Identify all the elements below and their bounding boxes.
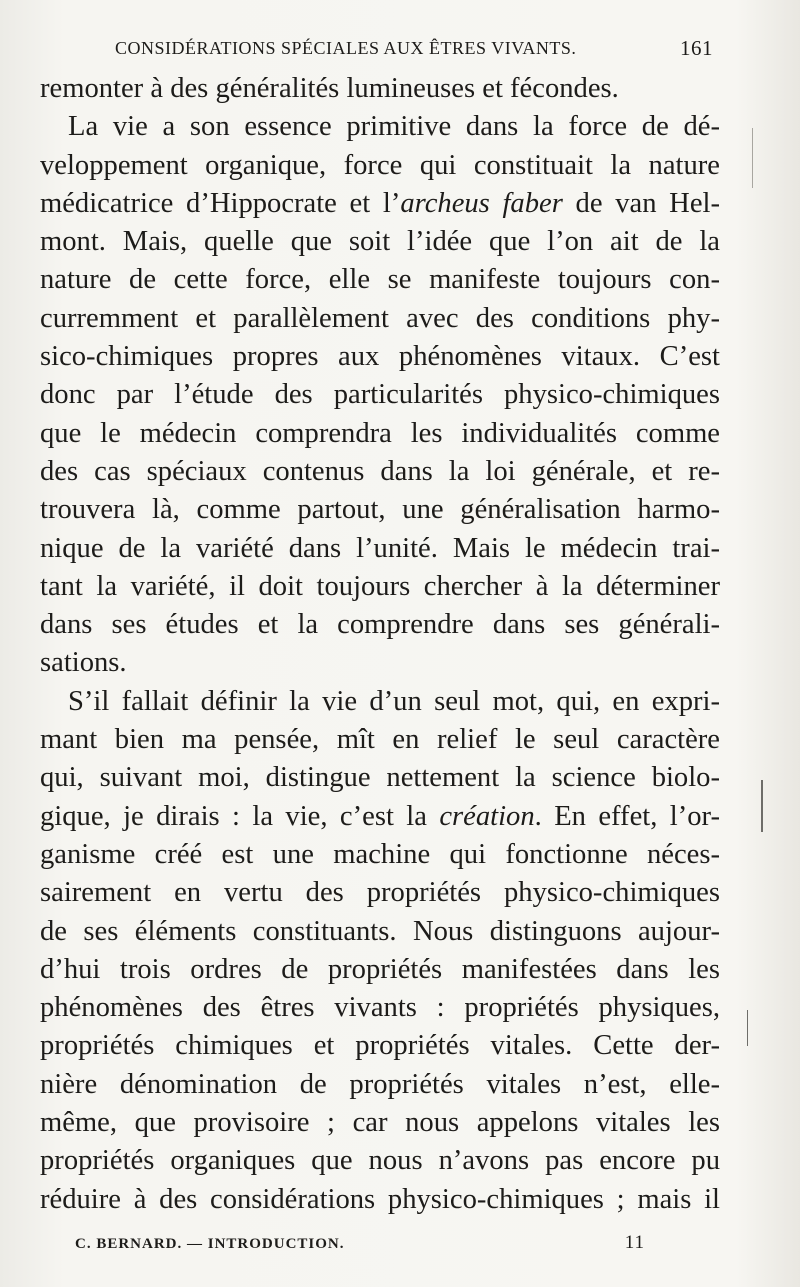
text-line: réduire à des considérations physico-chimiques ; mais il (40, 1183, 720, 1215)
text-line: même, que provisoire ; car nous appelons vitales les (40, 1107, 720, 1139)
text-line: curremment et parallèlement avec des conditions phy- (40, 302, 720, 334)
text-line: propriétés chimiques et propriétés vitales. Cette der- (40, 1030, 720, 1062)
text-line: remonter à des généralités lumineuses et fécondes. (40, 73, 619, 104)
text-line: tant la variété, il doit toujours chercher à la déterminer (40, 570, 720, 602)
text-line (40, 185, 720, 223)
text-line: S’il fallait définir la vie d’un seul mot, qui, en expri- (68, 685, 720, 717)
text-segment: . En effet, l’or- (534, 800, 720, 832)
text-line (40, 798, 720, 836)
text-segment: de van Hel- (562, 187, 720, 219)
page-number: 161 (680, 36, 713, 60)
italic-term: archeus faber (400, 187, 563, 219)
signature-mark: 11 (624, 1232, 645, 1253)
margin-mark (761, 780, 763, 832)
text-line: que le médecin comprendra les individualités comme (40, 417, 720, 449)
margin-mark (752, 128, 753, 188)
text-line: trouvera là, comme partout, une généralisation harmo- (40, 494, 720, 526)
text-line: mant bien ma pensée, mît en relief le seul caractère (40, 724, 720, 756)
text-line: nière dénomination de propriétés vitales n’est, elle- (40, 1068, 720, 1100)
text-line: nique de la variété dans l’unité. Mais le médecin trai- (40, 532, 720, 564)
text-line: phénomènes des êtres vivants : propriétés physiques, (40, 992, 720, 1024)
text-line: sairement en vertu des propriétés physico-chimiques (40, 877, 720, 909)
text-line: sations. (40, 647, 127, 679)
page-header (115, 34, 715, 62)
italic-term: création (439, 800, 535, 832)
text-segment: médicatrice d’Hippocrate et l’ (40, 187, 401, 219)
text-line: ganisme créé est une machine qui fonctionne néces- (40, 838, 720, 870)
text-line: des cas spéciaux contenus dans la loi générale, et re- (40, 455, 720, 487)
page-footer (75, 1232, 645, 1256)
text-line: donc par l’étude des particularités physico-chimiques (40, 379, 720, 411)
text-line: La vie a son essence primitive dans la force de dé- (68, 111, 720, 143)
running-title: CONSIDÉRATIONS SPÉCIALES AUX ÊTRES VIVANTS. (115, 38, 577, 58)
text-line: de ses éléments constituants. Nous distinguons aujour- (40, 915, 720, 947)
text-line: nature de cette force, elle se manifeste toujours con- (40, 264, 720, 296)
text-segment: gique, je dirais : la vie, c’est la (40, 800, 440, 832)
text-line: mont. Mais, quelle que soit l’idée que l’on ait de la (40, 226, 720, 258)
margin-mark (747, 1010, 748, 1046)
footer-imprint: C. BERNARD. — INTRODUCTION. (75, 1236, 345, 1252)
text-line: sico-chimiques propres aux phénomènes vitaux. C’est (40, 341, 720, 373)
text-line: qui, suivant moi, distingue nettement la science biolo- (40, 762, 720, 794)
text-line: propriétés organiques que nous n’avons pas encore pu (40, 1145, 720, 1177)
text-line: dans ses études et la comprendre dans ses générali- (40, 609, 720, 641)
text-line: veloppement organique, force qui constituait la nature (40, 149, 720, 181)
text-line: d’hui trois ordres de propriétés manifestées dans les (40, 953, 720, 985)
body-text (40, 70, 720, 1219)
